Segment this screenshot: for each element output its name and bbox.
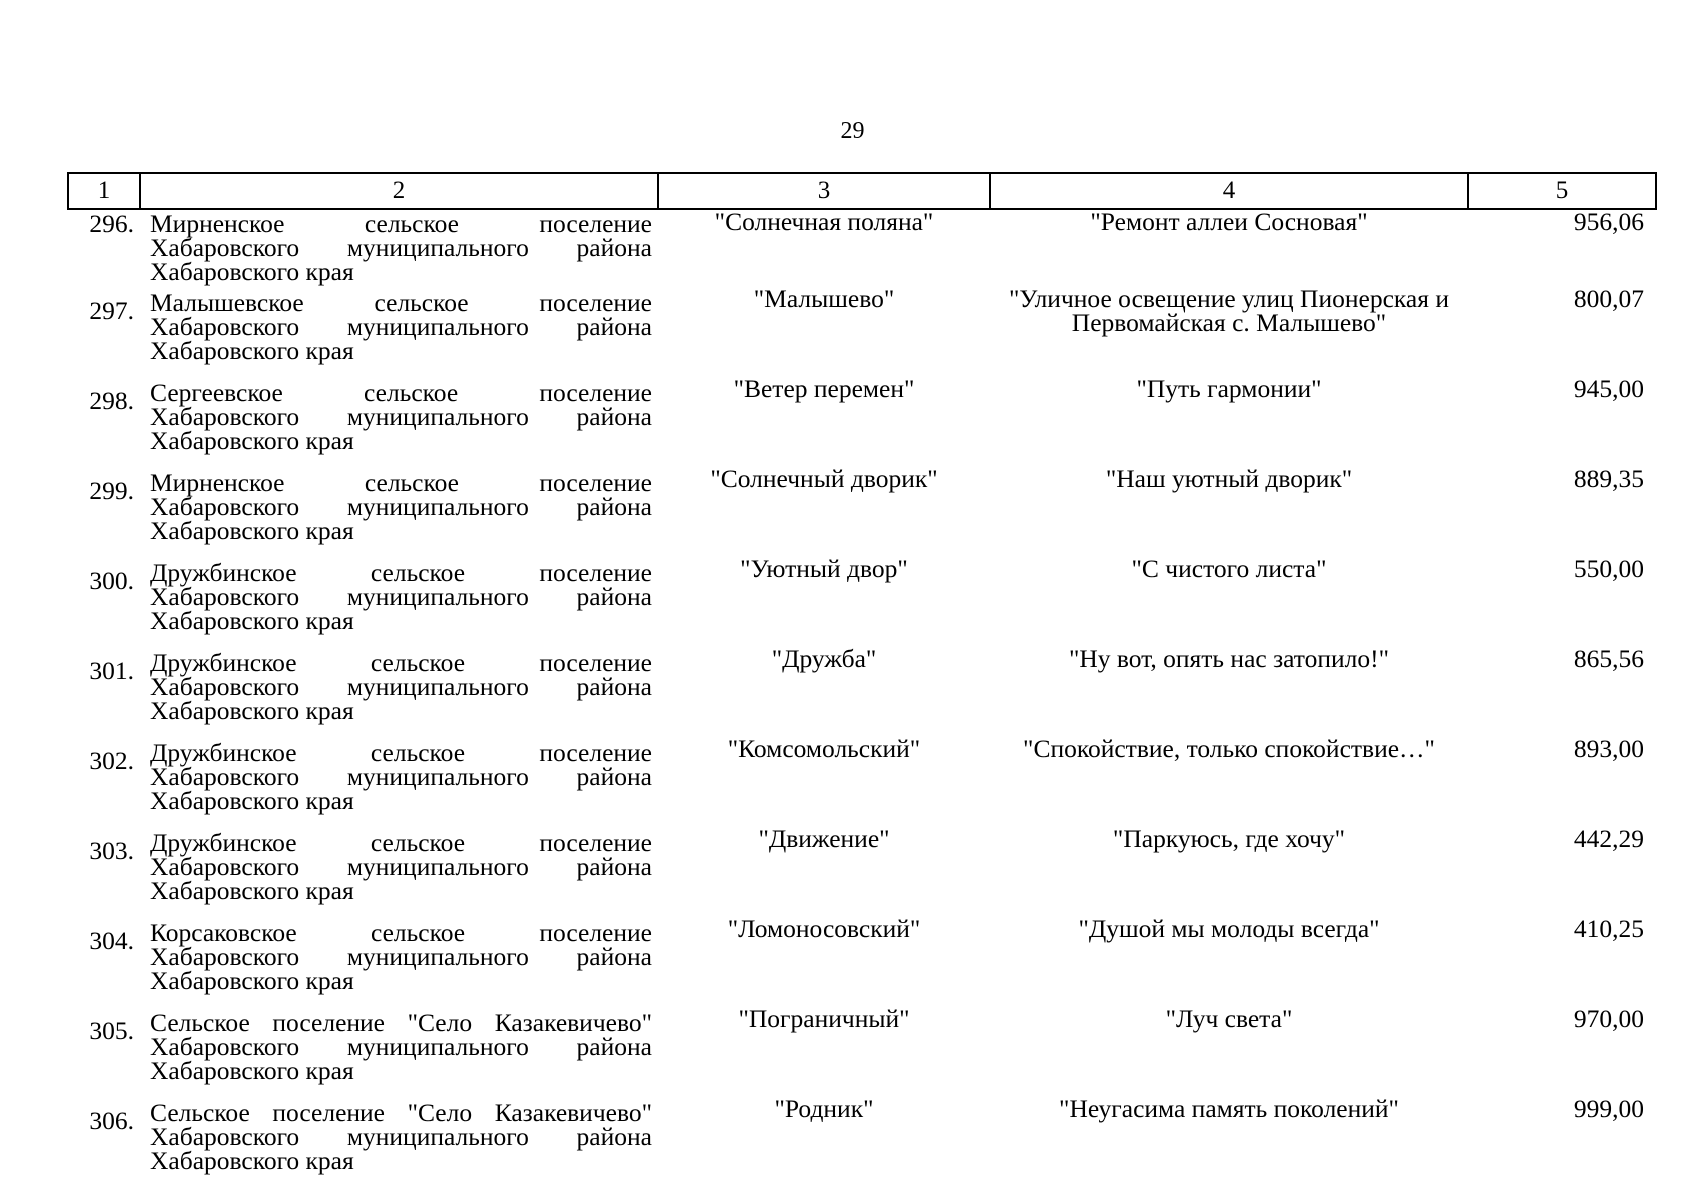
amount: 550,00 xyxy=(1573,554,1644,583)
table-row xyxy=(68,287,1656,377)
amount: 865,56 xyxy=(1573,644,1644,673)
initiative-title: "Луч света" xyxy=(1165,1004,1293,1033)
table-row xyxy=(68,377,1656,467)
row-number: 296. xyxy=(89,209,134,238)
settlement-name: Мирненское сельское поселение Хабаровского муниципального района Хабаровского края xyxy=(150,209,652,286)
initiative-title: "Ну вот, опять нас затопило!" xyxy=(1068,644,1390,673)
initiative-title: "Уличное освещение улиц Пионерская и Первомайская с. Малышево" xyxy=(1009,284,1449,337)
settlement-name: Сергеевское сельское поселение Хабаровского муниципального района Хабаровского края xyxy=(150,378,652,455)
project-name: "Движение" xyxy=(758,824,890,853)
initiative-title: "Паркуюсь, где хочу" xyxy=(1112,824,1346,853)
column-header-2: 2 xyxy=(140,173,658,209)
table-row xyxy=(68,557,1656,647)
table-row xyxy=(68,1007,1656,1097)
initiative-title: "Спокойствие, только спокойствие…" xyxy=(1023,734,1435,763)
amount: 945,00 xyxy=(1573,374,1644,403)
project-name: "Ломоносовский" xyxy=(727,914,921,943)
initiative-title: "Путь гармонии" xyxy=(1136,374,1322,403)
table-row xyxy=(68,209,1656,287)
row-number: 306. xyxy=(89,1106,134,1135)
settlement-name: Сельское поселение "Село Казакевичево" Хабаровского муниципального района Хабаровского края xyxy=(150,1098,652,1175)
table-row xyxy=(68,737,1656,827)
table-row xyxy=(68,827,1656,917)
row-number: 303. xyxy=(89,836,134,865)
project-name: "Дружба" xyxy=(771,644,877,673)
project-name: "Пограничный" xyxy=(738,1004,910,1033)
table-header-row xyxy=(68,173,1656,209)
settlement-name: Дружбинское сельское поселение Хабаровского муниципального района Хабаровского края xyxy=(150,648,652,725)
amount: 999,00 xyxy=(1573,1094,1644,1123)
amount: 970,00 xyxy=(1573,1004,1644,1033)
initiative-title: "Ремонт аллеи Сосновая" xyxy=(1090,207,1368,236)
project-name: "Комсомольский" xyxy=(727,734,921,763)
amount: 889,35 xyxy=(1573,464,1644,493)
settlement-name: Дружбинское сельское поселение Хабаровского муниципального района Хабаровского края xyxy=(150,558,652,635)
row-number: 302. xyxy=(89,746,134,775)
amount: 410,25 xyxy=(1573,914,1644,943)
settlement-name: Мирненское сельское поселение Хабаровского муниципального района Хабаровского края xyxy=(150,468,652,545)
initiative-title: "Душой мы молоды всегда" xyxy=(1078,914,1380,943)
page-number: 29 xyxy=(840,118,865,144)
amount: 893,00 xyxy=(1573,734,1644,763)
settlement-name: Сельское поселение "Село Казакевичево" Хабаровского муниципального района Хабаровского края xyxy=(150,1008,652,1085)
column-header-5: 5 xyxy=(1468,173,1656,209)
initiative-title: "С чистого листа" xyxy=(1131,554,1327,583)
table-row xyxy=(68,917,1656,1007)
row-number: 298. xyxy=(89,386,134,415)
row-number: 300. xyxy=(89,566,134,595)
project-name: "Солнечная поляна" xyxy=(714,207,934,236)
project-name: "Малышево" xyxy=(753,284,895,313)
amount: 800,07 xyxy=(1573,284,1644,313)
table-row xyxy=(68,467,1656,557)
settlement-name: Дружбинское сельское поселение Хабаровского муниципального района Хабаровского края xyxy=(150,828,652,905)
row-number: 304. xyxy=(89,926,134,955)
row-number: 297. xyxy=(89,296,134,325)
settlement-name: Дружбинское сельское поселение Хабаровского муниципального района Хабаровского края xyxy=(150,738,652,815)
column-header-4: 4 xyxy=(990,173,1468,209)
settlement-name: Корсаковское сельское поселение Хабаровского муниципального района Хабаровского края xyxy=(150,918,652,995)
row-number: 305. xyxy=(89,1016,134,1045)
row-number: 301. xyxy=(89,656,134,685)
data-table xyxy=(67,172,1657,1187)
column-header-3: 3 xyxy=(658,173,990,209)
row-number: 299. xyxy=(89,476,134,505)
project-name: "Родник" xyxy=(774,1094,874,1123)
table-row xyxy=(68,1097,1656,1187)
subsidy-table xyxy=(67,172,1655,1187)
amount: 442,29 xyxy=(1573,824,1644,853)
initiative-title: "Наш уютный дворик" xyxy=(1105,464,1353,493)
settlement-name: Малышевское сельское поселение Хабаровского муниципального района Хабаровского края xyxy=(150,288,652,365)
project-name: "Ветер перемен" xyxy=(733,374,915,403)
table-row xyxy=(68,647,1656,737)
project-name: "Уютный двор" xyxy=(740,554,908,583)
project-name: "Солнечный дворик" xyxy=(710,464,938,493)
column-header-1: 1 xyxy=(68,173,140,209)
initiative-title: "Неугасима память поколений" xyxy=(1059,1094,1399,1123)
amount: 956,06 xyxy=(1573,207,1644,236)
